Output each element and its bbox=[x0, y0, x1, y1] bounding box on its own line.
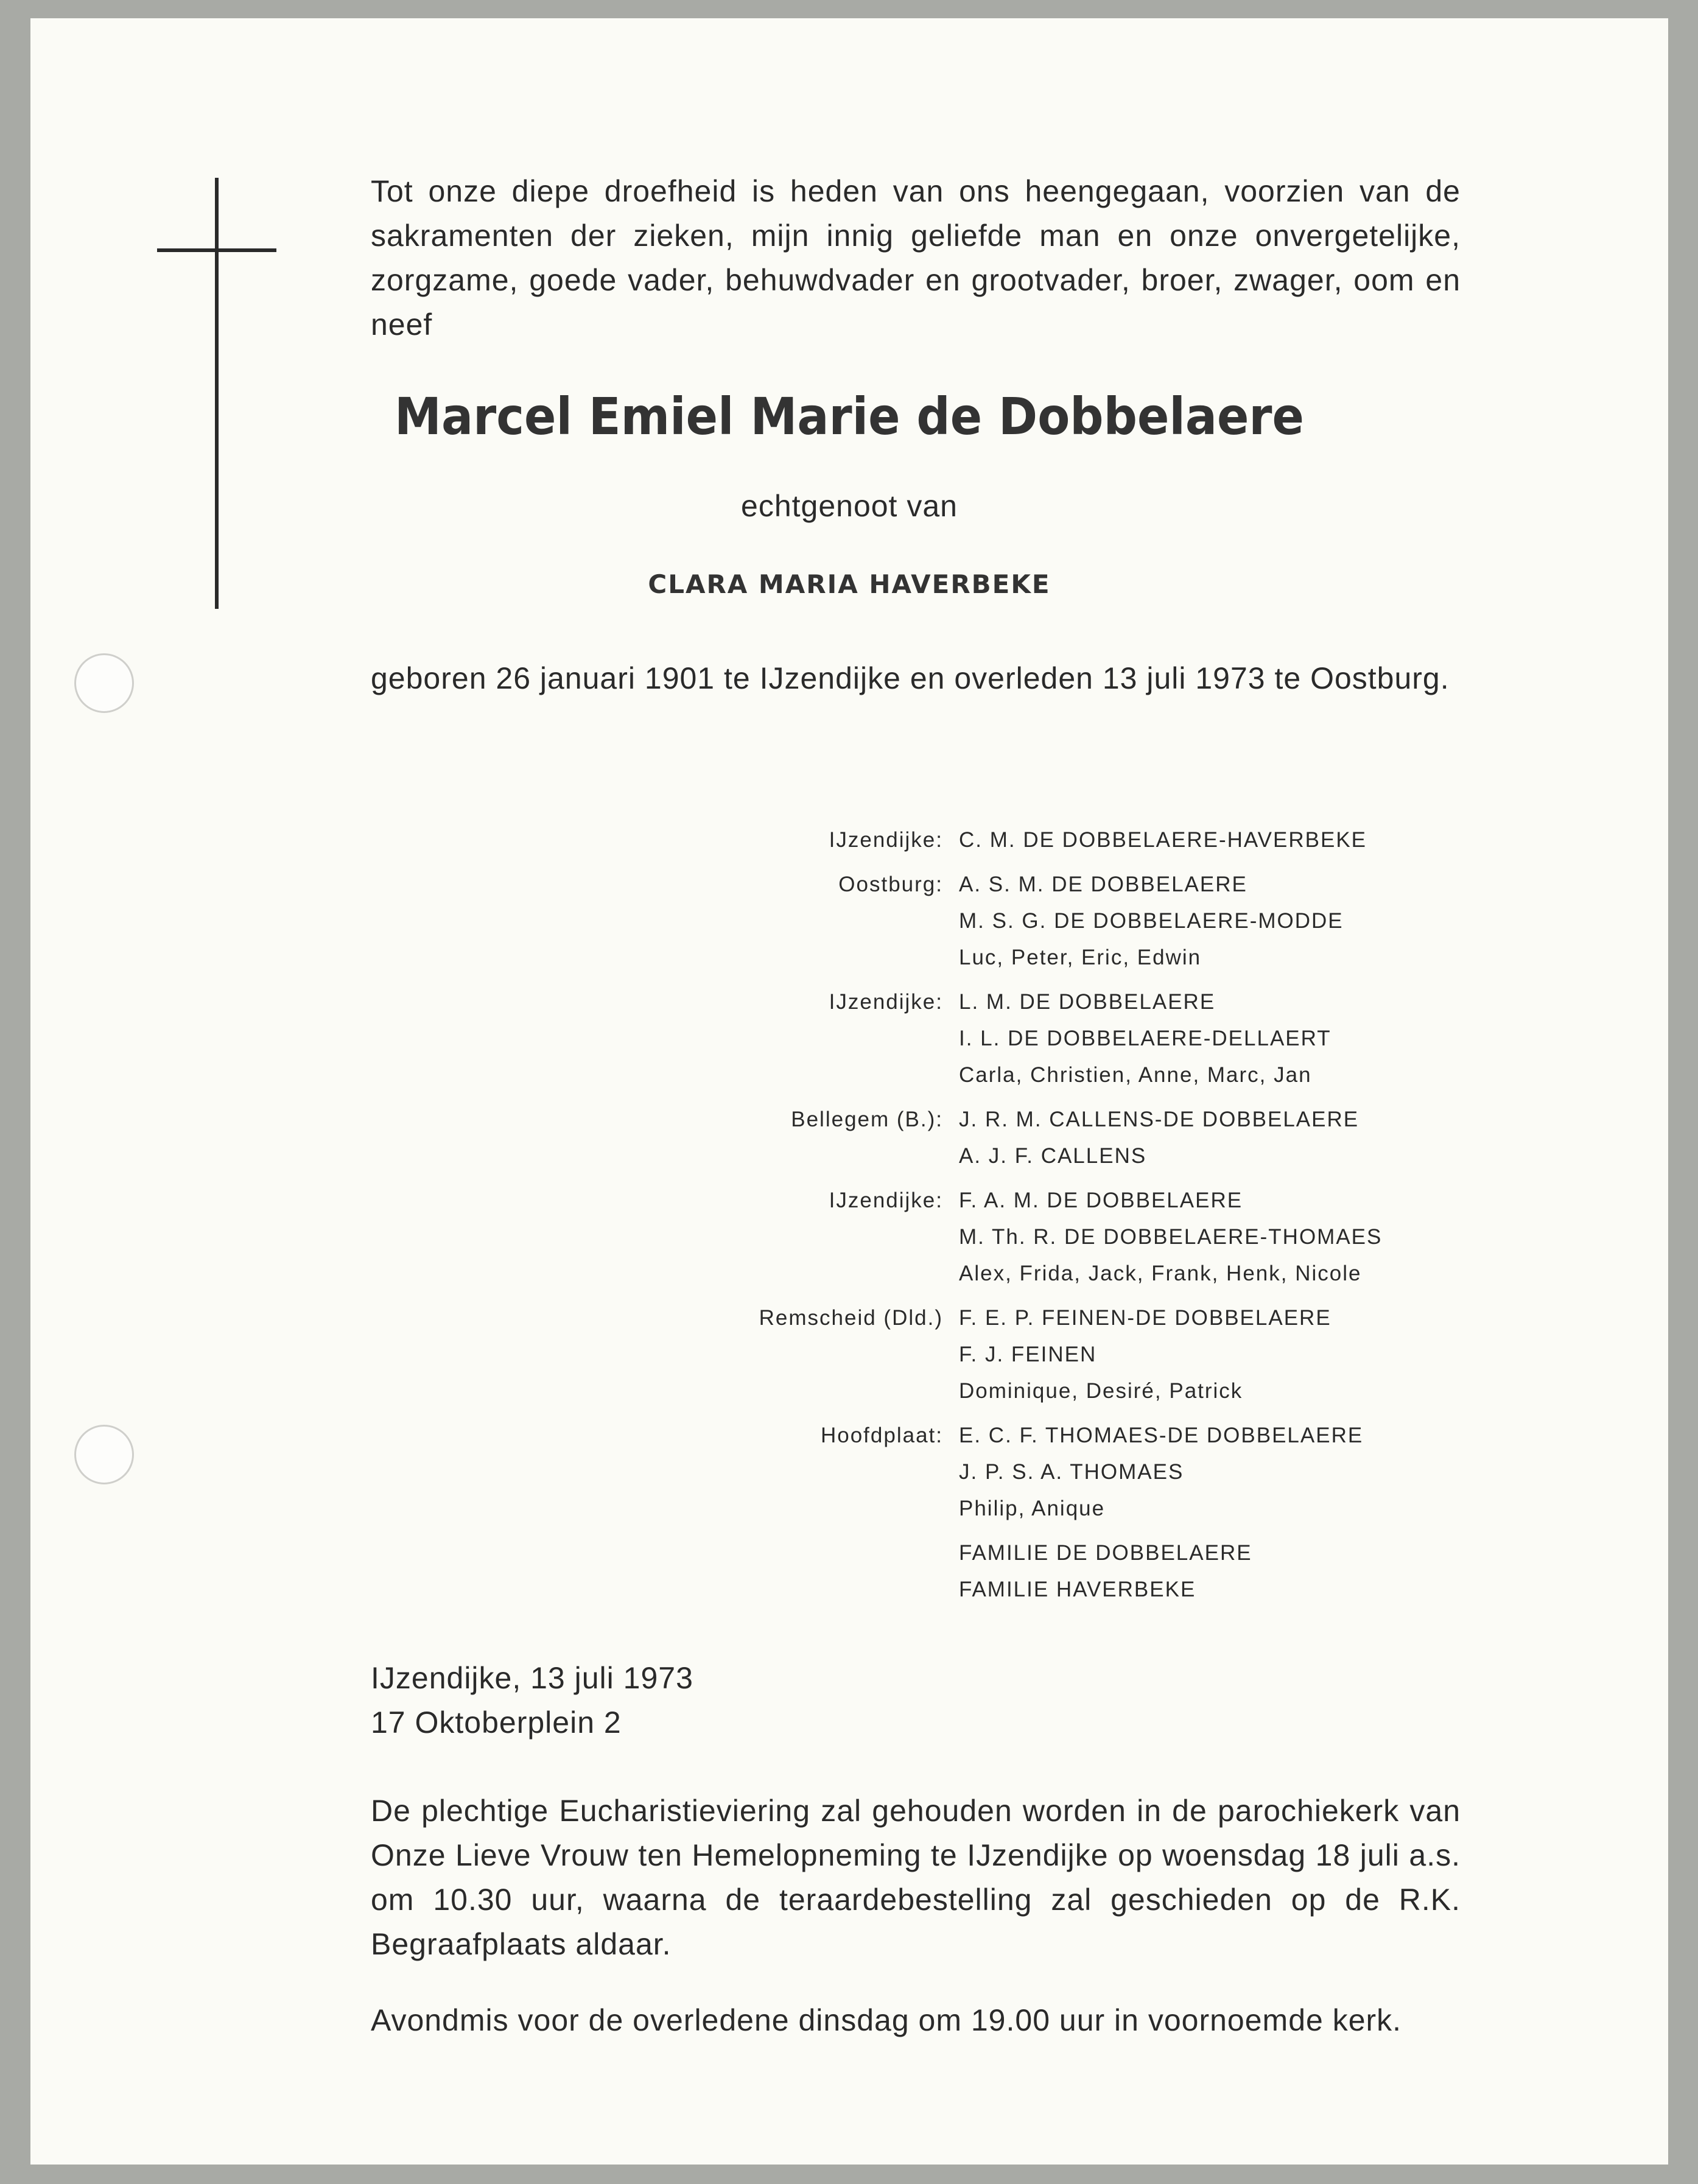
family-list bbox=[700, 822, 1461, 1616]
spouse-name: CLARA MARIA HAVERBEKE bbox=[648, 569, 1051, 599]
family-member: M. Th. R. DE DOBBELAERE-THOMAES bbox=[959, 1225, 1383, 1249]
family-member: Carla, Christien, Anne, Marc, Jan bbox=[959, 1063, 1312, 1087]
address: 17 Oktoberplein 2 bbox=[371, 1705, 622, 1740]
family-member: I. L. DE DOBBELAERE-DELLAERT bbox=[959, 1027, 1331, 1050]
family-member: J. R. M. CALLENS-DE DOBBELAERE bbox=[959, 1108, 1359, 1131]
family-place: Remscheid (Dld.) bbox=[759, 1306, 943, 1330]
mourning-card bbox=[30, 18, 1668, 2165]
family-member: Dominique, Desiré, Patrick bbox=[959, 1379, 1243, 1403]
evening-mass-text bbox=[371, 1998, 1461, 2043]
family-names bbox=[959, 1300, 1331, 1410]
family-member: FAMILIE HAVERBEKE bbox=[959, 1578, 1196, 1601]
family-names bbox=[959, 866, 1344, 976]
family-row bbox=[700, 984, 1461, 1094]
intro-text bbox=[371, 169, 1461, 347]
family-member: M. S. G. DE DOBBELAERE-MODDE bbox=[959, 909, 1344, 933]
family-member: F. J. FEINEN bbox=[959, 1343, 1097, 1366]
family-member: F. E. P. FEINEN-DE DOBBELAERE bbox=[959, 1306, 1331, 1330]
punch-hole-top bbox=[74, 653, 134, 713]
family-member: Alex, Frida, Jack, Frank, Henk, Nicole bbox=[959, 1262, 1362, 1285]
family-place: Bellegem (B.): bbox=[791, 1108, 943, 1131]
family-names bbox=[959, 1101, 1359, 1175]
family-place bbox=[700, 1535, 959, 1608]
punch-hole-bottom bbox=[74, 1425, 134, 1484]
family-member: E. C. F. THOMAES-DE DOBBELAERE bbox=[959, 1424, 1364, 1447]
family-member: F. A. M. DE DOBBELAERE bbox=[959, 1189, 1243, 1212]
family-member: L. M. DE DOBBELAERE bbox=[959, 990, 1216, 1014]
family-row bbox=[700, 1300, 1461, 1410]
family-row bbox=[700, 1535, 1461, 1608]
family-member: C. M. DE DOBBELAERE-HAVERBEKE bbox=[959, 828, 1367, 852]
family-place: IJzendijke: bbox=[829, 1189, 943, 1212]
birth-paragraph: geboren 26 januari 1901 te IJzendijke en overleden 13 juli 1973 te Oostburg. bbox=[371, 661, 1450, 695]
family-row bbox=[700, 866, 1461, 976]
family-row bbox=[700, 822, 1461, 859]
family-member: A. J. F. CALLENS bbox=[959, 1144, 1147, 1168]
family-row bbox=[700, 1417, 1461, 1527]
intro-paragraph: Tot onze diepe droefheid is heden van ons heengegaan, voorzien van de sakramenten der zieken, mijn innig geliefde man en onze onvergetelijke, zorgzame, goede vader, behuwdvader en grootvader, broer, zwager, oom en neef bbox=[371, 174, 1461, 342]
family-member: A. S. M. DE DOBBELAERE bbox=[959, 873, 1247, 896]
signature-block bbox=[371, 1656, 1461, 1745]
family-member: Luc, Peter, Eric, Edwin bbox=[959, 946, 1202, 969]
family-place: IJzendijke: bbox=[829, 990, 943, 1014]
place-date: IJzendijke, 13 juli 1973 bbox=[371, 1661, 693, 1695]
ceremony-text bbox=[371, 1789, 1461, 1967]
ceremony-paragraph: De plechtige Eucharistieviering zal gehouden worden in de parochiekerk van Onze Lieve Vrouw ten Hemelopneming te IJzendijke op woensdag 18 juli a.s. om 10.30 uur, waarna de teraardebestelling zal geschieden op de R.K. Begraafplaats aldaar. bbox=[371, 1794, 1461, 1961]
family-place: Hoofdplaat: bbox=[820, 1424, 943, 1447]
family-place: IJzendijke: bbox=[829, 828, 943, 852]
birth-text bbox=[371, 656, 1461, 701]
family-names bbox=[959, 984, 1331, 1094]
family-member: J. P. S. A. THOMAES bbox=[959, 1460, 1184, 1484]
deceased-name: Marcel Emiel Marie de Dobbelaere bbox=[395, 387, 1304, 446]
family-names bbox=[959, 822, 1367, 859]
family-names bbox=[959, 1535, 1252, 1608]
family-row bbox=[700, 1101, 1461, 1175]
cross-icon-horizontal bbox=[157, 248, 276, 252]
family-names bbox=[959, 1182, 1382, 1292]
family-place: Oostburg: bbox=[838, 873, 943, 896]
spouse-intro: echtgenoot van bbox=[741, 489, 958, 523]
family-member: FAMILIE DE DOBBELAERE bbox=[959, 1541, 1252, 1565]
family-row bbox=[700, 1182, 1461, 1292]
family-names bbox=[959, 1417, 1363, 1527]
family-member: Philip, Anique bbox=[959, 1497, 1106, 1520]
evening-mass-paragraph: Avondmis voor de overledene dinsdag om 19.00 uur in voornoemde kerk. bbox=[371, 2003, 1402, 2037]
